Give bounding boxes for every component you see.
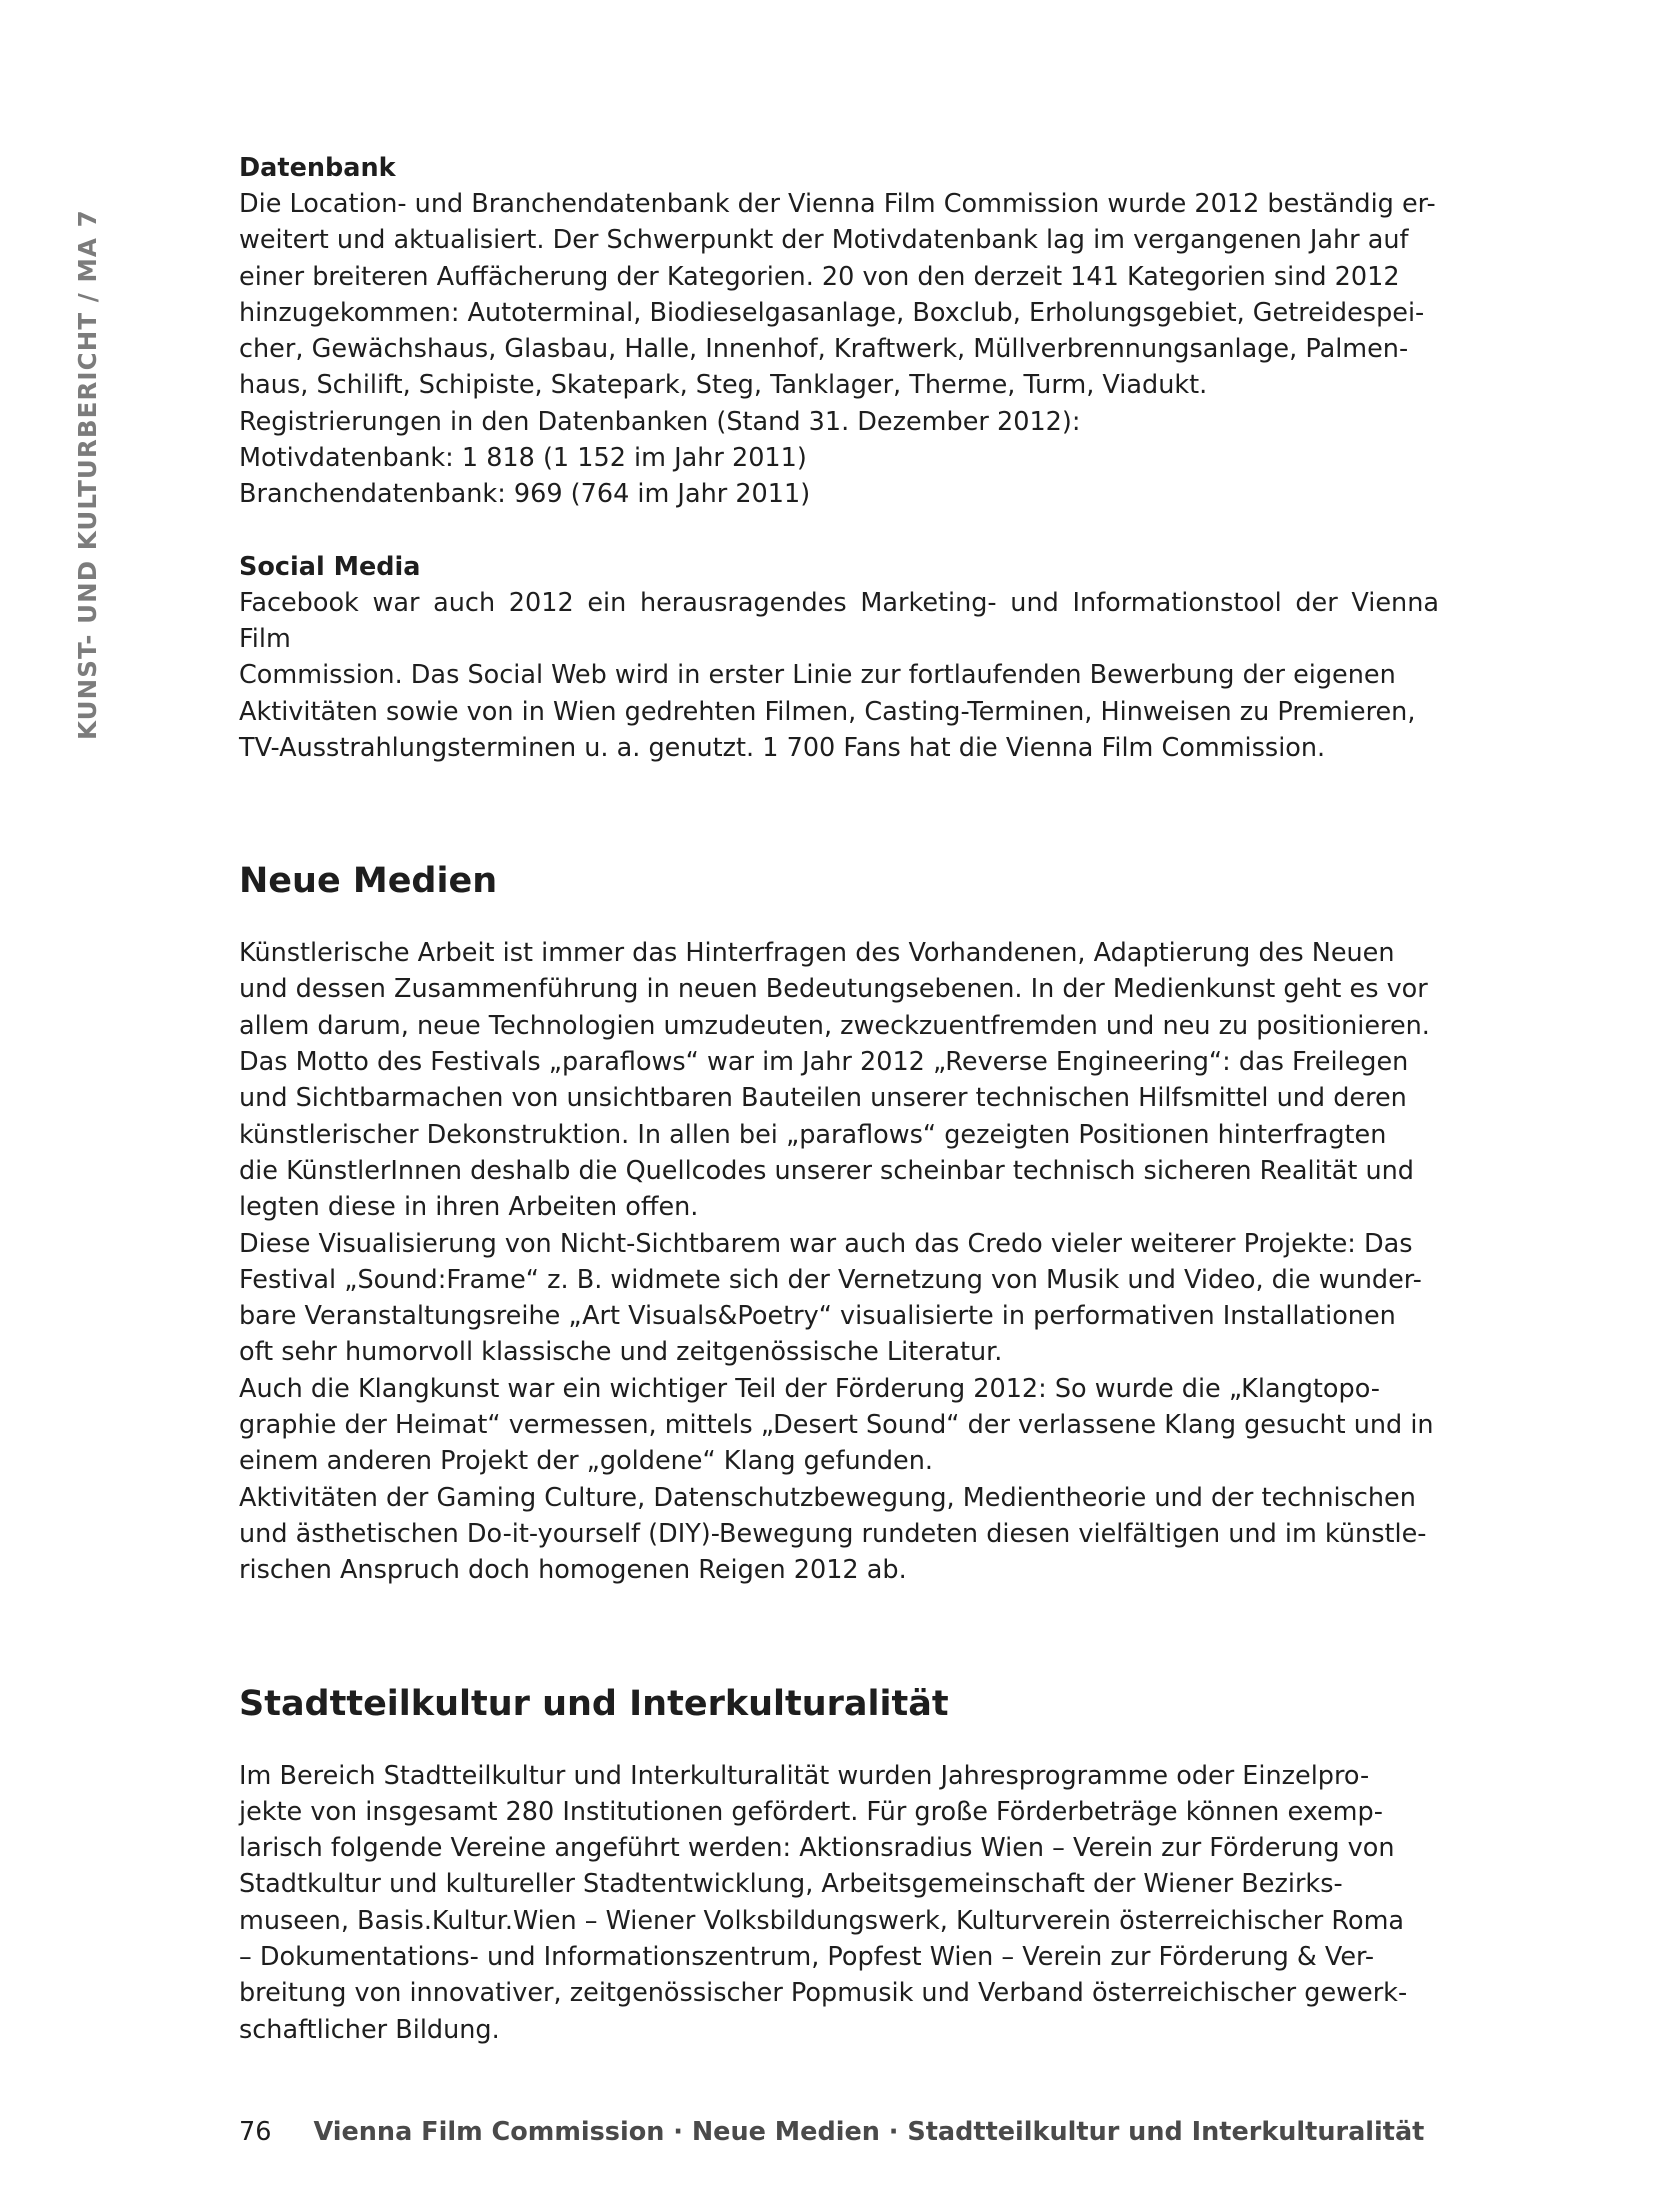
text-line: graphie der Heimat“ vermessen, mittels „Desert Sound“ der verlassene Klang gesucht und in [239,1410,1434,1441]
text-line: einem anderen Projekt der „goldene“ Klang gefunden. [239,1446,934,1477]
registrations-title: Registrierungen in den Datenbanken (Stand 31. Dezember 2012): [239,406,1081,437]
paragraph-stadtteilkultur [239,1758,1439,2048]
text-line: cher, Gewächshaus, Glasbau, Halle, Innenhof, Kraftwerk, Müllverbrennungsanlage, Palmen- [239,334,1409,365]
text-line: museen, Basis.Kultur.Wien – Wiener Volksbildungswerk, Kulturverein österreichischer Roma [239,1905,1405,1936]
section-neue-medien [239,859,1439,1588]
heading-neue-medien: Neue Medien [239,861,498,902]
section-social-media [239,549,1439,766]
text-line: allem darum, neue Technologien umzudeuten, zweckzuentfremden und neu zu positionieren. [239,1010,1430,1041]
text-line: Aktivitäten sowie von in Wien gedrehten Filmen, Casting-Terminen, Hinweisen zu Premieren, [239,696,1416,727]
text-line: hinzugekommen: Autoterminal, Biodieselgasanlage, Boxclub, Erholungsgebiet, Getreidespei- [239,297,1425,328]
main-content [239,150,1439,2048]
text-line: haus, Schilift, Schipiste, Skatepark, Steg, Tanklager, Therme, Turm, Viadukt. [239,370,1208,401]
side-running-title: KUNST- UND KULTURBERICHT / MA 7 [73,209,102,740]
text-line: und dessen Zusammenführung in neuen Bedeutungsebenen. In der Medienkunst geht es vor [239,974,1428,1005]
text-line: jekte von insgesamt 280 Institutionen gefördert. Für große Förderbeträge können exemp- [239,1796,1383,1827]
text-line: bare Veranstaltungsreihe „Art Visuals&Poetry“ visualisierte in performativen Installationen [239,1301,1396,1332]
text-line: einer breiteren Auffächerung der Kategorien. 20 von den derzeit 141 Kategorien sind 2012 [239,261,1400,292]
text-line: Im Bereich Stadtteilkultur und Interkulturalität wurden Jahresprogramme oder Einzelpro- [239,1760,1370,1791]
text-line: Diese Visualisierung von Nicht-Sichtbarem war auch das Credo vieler weiterer Projekte: Das [239,1228,1413,1259]
footer-running-title: Vienna Film Commission · Neue Medien · Stadtteilkultur und Interkulturalität [313,2117,1425,2147]
paragraph-datenbank [239,186,1439,513]
text-line: und ästhetischen Do-it-yourself (DIY)-Bewegung rundeten diesen vielfältigen und im künstle- [239,1518,1427,1549]
motivdatenbank-count: Motivdatenbank: 1 818 (1 152 im Jahr 2011) [239,443,807,474]
text-line: Commission. Das Social Web wird in erster Linie zur fortlaufenden Bewerbung der eigenen [239,660,1396,691]
text-line: künstlerischer Dekonstruktion. In allen bei „paraflows“ gezeigten Positionen hinterfragten [239,1119,1387,1150]
text-line: Künstlerische Arbeit ist immer das Hinterfragen des Vorhandenen, Adaptierung des Neuen [239,938,1395,969]
page-footer [239,2114,1439,2150]
text-line: Aktivitäten der Gaming Culture, Datenschutzbewegung, Medientheorie und der technischen [239,1482,1416,1513]
text-line: Das Motto des Festivals „paraflows“ war im Jahr 2012 „Reverse Engineering“: das Freilegen [239,1047,1409,1078]
heading-datenbank: Datenbank [239,153,396,183]
text-line: Festival „Sound:Frame“ z. B. widmete sich der Vernetzung von Musik und Video, die wunder- [239,1264,1422,1295]
text-line: rischen Anspruch doch homogenen Reigen 2012 ab. [239,1555,907,1586]
text-line: die KünstlerInnen deshalb die Quellcodes unserer scheinbar technisch sicheren Realität und [239,1155,1414,1186]
page-number: 76 [239,2117,272,2147]
text-line: weitert und aktualisiert. Der Schwerpunkt der Motivdatenbank lag im vergangenen Jahr auf [239,225,1409,256]
text-line: breitung von innovativer, zeitgenössischer Popmusik und Verband österreichischer gewerk- [239,1978,1408,2009]
section-datenbank [239,150,1439,513]
branchendatenbank-count: Branchendatenbank: 969 (764 im Jahr 2011) [239,479,811,510]
text-line: Stadtkultur und kultureller Stadtentwicklung, Arbeitsgemeinschaft der Wiener Bezirks- [239,1869,1343,1900]
heading-stadtteilkultur: Stadtteilkultur und Interkulturalität [239,1683,949,1724]
text-line: – Dokumentations- und Informationszentrum, Popfest Wien – Verein zur Förderung & Ver- [239,1941,1375,1972]
paragraph-social-media [239,585,1439,766]
paragraph-neue-medien [239,935,1439,1588]
heading-social-media: Social Media [239,551,421,582]
text-line: schaftlicher Bildung. [239,2014,500,2045]
text-line: larisch folgende Vereine angeführt werden: Aktionsradius Wien – Verein zur Förderung von [239,1833,1395,1864]
text-line: Auch die Klangkunst war ein wichtiger Teil der Förderung 2012: So wurde die „Klangtopo- [239,1373,1380,1404]
section-stadtteilkultur [239,1682,1439,2048]
text-line: und Sichtbarmachen von unsichtbaren Bauteilen unserer technischen Hilfsmittel und deren [239,1083,1407,1114]
text-line: TV-Ausstrahlungsterminen u. a. genutzt. 1 700 Fans hat die Vienna Film Commission. [239,732,1326,763]
text-line: oft sehr humorvoll klassische und zeitgenössische Literatur. [239,1337,1003,1368]
text-line: legten diese in ihren Arbeiten offen. [239,1192,699,1223]
text-line: Facebook war auch 2012 ein herausragendes Marketing- und Informationstool der Vienna Film [239,587,1439,654]
text-line: Die Location- und Branchendatenbank der Vienna Film Commission wurde 2012 beständig er- [239,189,1436,219]
